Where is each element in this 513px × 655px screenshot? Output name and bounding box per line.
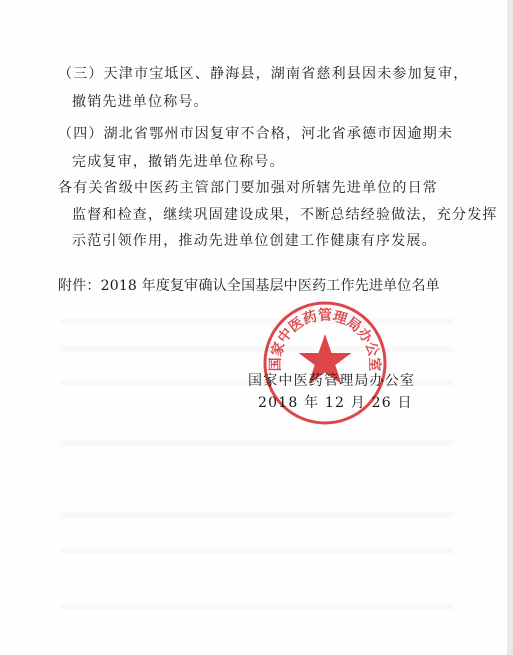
- paragraph-line: 各有关省级中医药主管部门要加强对所辖先进单位的日常: [58, 180, 438, 196]
- show-through-line: [60, 346, 453, 352]
- show-through-line: [60, 604, 453, 610]
- attachment-line: 附件：2018 年度复审确认全国基层中医药工作先进单位名单: [58, 278, 440, 294]
- paragraph-line: （三）天津市宝坻区、静海县，湖南省慈利县因未参加复审，: [58, 66, 469, 82]
- issue-date: 2018 年 12 月 26 日: [258, 395, 413, 411]
- show-through-line: [60, 318, 453, 324]
- issuer-name: 国家中医药管理局办公室: [248, 373, 416, 389]
- paragraph-line: 撤销先进单位称号。: [72, 94, 209, 110]
- paragraph-line: 完成复审，撤销先进单位称号。: [72, 154, 285, 170]
- paragraph-line: （四）湖北省鄂州市因复审不合格，河北省承德市因逾期未: [58, 126, 454, 142]
- seal-text: 国家中医药管理局办公室: [267, 307, 383, 372]
- page-edge: [507, 0, 513, 655]
- show-through-line: [60, 440, 453, 446]
- paragraph-line: 监督和检查，继续巩固建设成果，不断总结经验做法，充分发挥: [72, 207, 498, 223]
- show-through-line: [60, 548, 453, 554]
- paragraph-line: 示范引领作用，推动先进单位创建工作健康有序发展。: [72, 233, 437, 249]
- show-through-line: [60, 512, 453, 518]
